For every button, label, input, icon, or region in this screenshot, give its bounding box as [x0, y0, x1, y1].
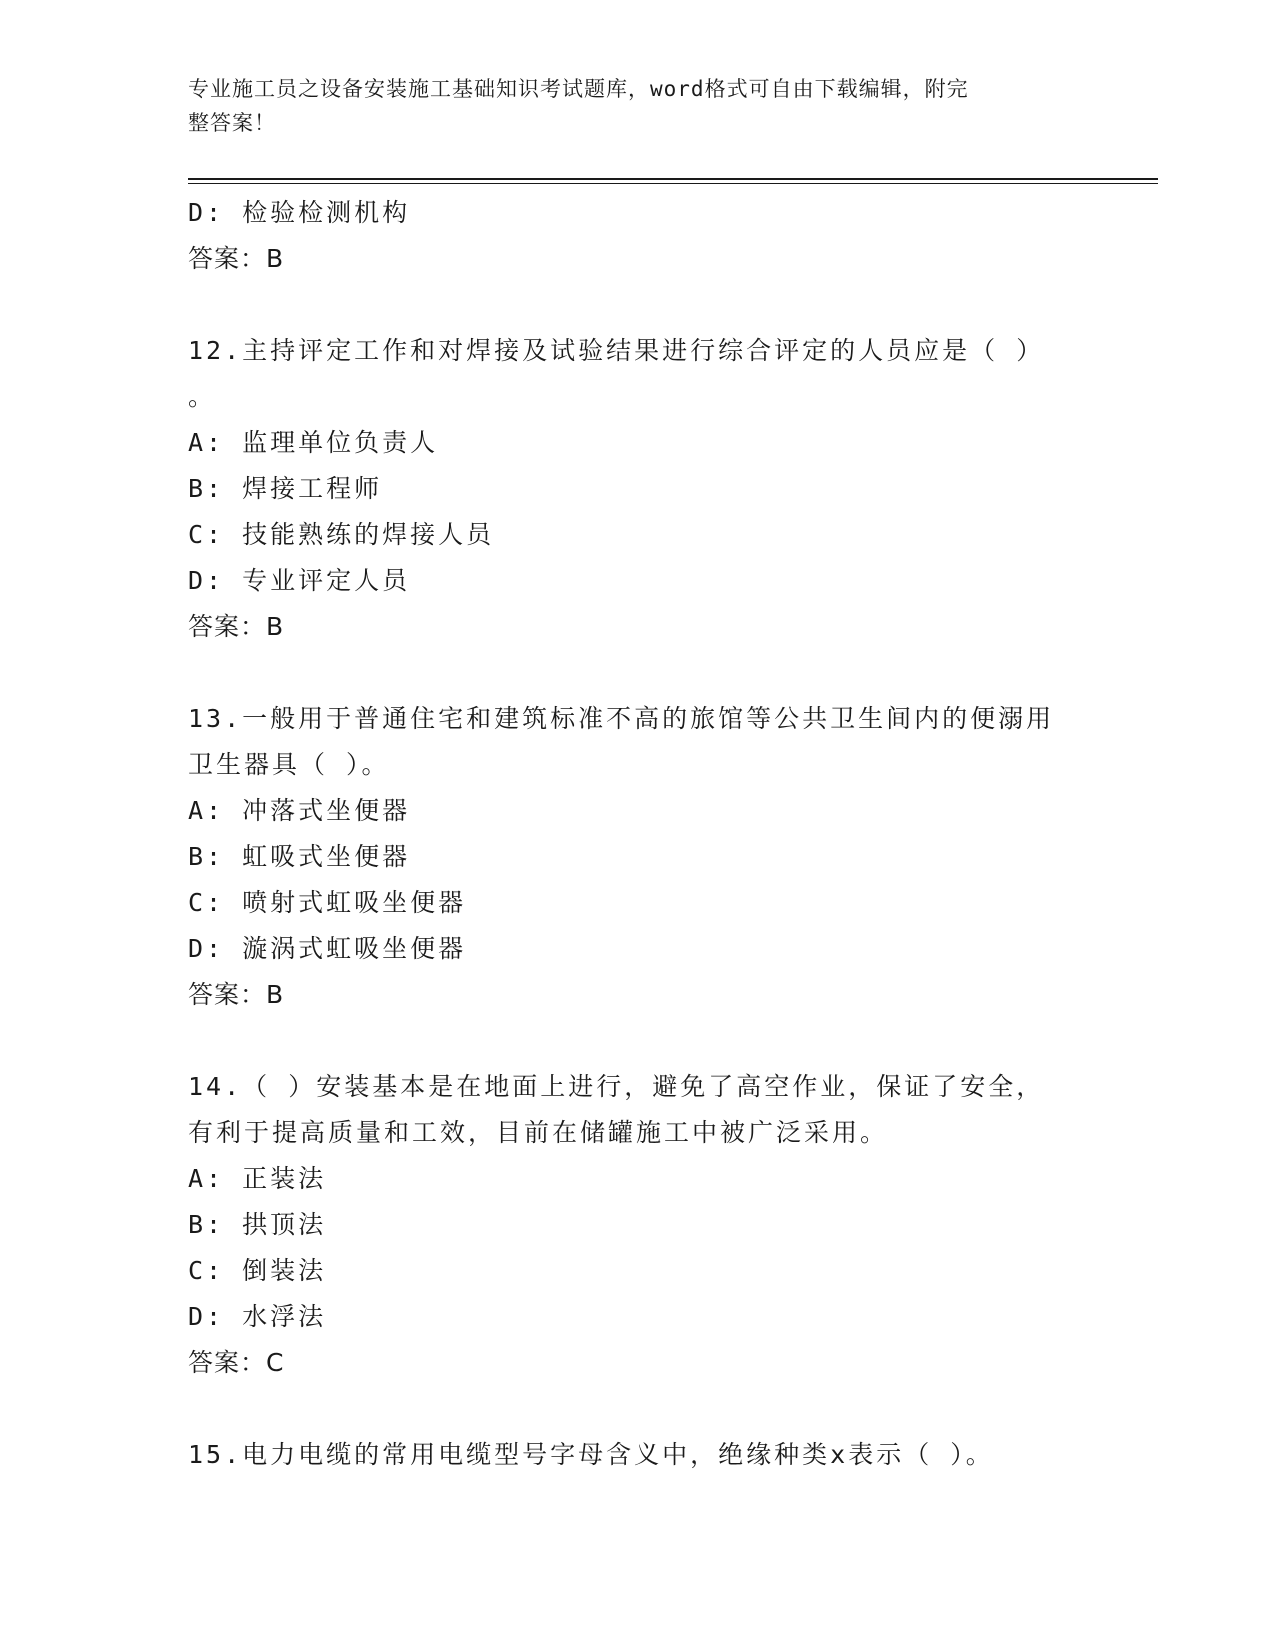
- header-divider-thin: [188, 183, 1158, 184]
- document-page: [188, 0, 1158, 1650]
- option-c: C: 技能熟练的焊接人员: [188, 520, 495, 549]
- answer: 答案：B: [188, 980, 285, 1009]
- question-stem-line-2: 卫生器具（ ）。: [188, 750, 390, 779]
- question-12: [188, 328, 1158, 650]
- option-b: B: 拱顶法: [188, 1210, 327, 1239]
- spacer: [188, 1386, 1158, 1432]
- question-11: [188, 190, 1158, 282]
- question-stem-line-2: 有利于提高质量和工效，目前在储罐施工中被广泛采用。: [188, 1118, 889, 1147]
- option-c: C: 喷射式虹吸坐便器: [188, 888, 467, 917]
- question-stem-line-1: 15.电力电缆的常用电缆型号字母含义中，绝缘种类x表示（ ）。: [188, 1440, 994, 1469]
- header-divider-thick: [188, 178, 1158, 180]
- question-stem-line-2: 。: [188, 382, 217, 411]
- option-a: A: 正装法: [188, 1164, 327, 1193]
- header-line-1: 专业施工员之设备安装施工基础知识考试题库，word格式可自由下载编辑，附完: [188, 77, 969, 101]
- option-a: A: 监理单位负责人: [188, 428, 439, 457]
- spacer: [188, 650, 1158, 696]
- question-stem-line-1: 14.（ ）安装基本是在地面上进行，避免了高空作业，保证了安全，: [188, 1072, 1045, 1101]
- question-13: [188, 696, 1158, 1018]
- answer: 答案：B: [188, 244, 285, 273]
- spacer: [188, 282, 1158, 328]
- option-b: B: 焊接工程师: [188, 474, 383, 503]
- option-d: D: 漩涡式虹吸坐便器: [188, 934, 467, 963]
- option-d: D: 专业评定人员: [188, 566, 411, 595]
- answer: 答案：C: [188, 1348, 285, 1377]
- question-14: [188, 1064, 1158, 1386]
- question-15: [188, 1432, 1158, 1478]
- option-d: D: 水浮法: [188, 1302, 327, 1331]
- question-stem-line-1: 13.一般用于普通住宅和建筑标准不高的旅馆等公共卫生间内的便溺用: [188, 704, 1055, 733]
- option-a: A: 冲落式坐便器: [188, 796, 411, 825]
- option-b: B: 虹吸式坐便器: [188, 842, 411, 871]
- answer: 答案：B: [188, 612, 285, 641]
- document-header: [188, 72, 1088, 140]
- question-list: [188, 190, 1158, 1478]
- header-line-2: 整答案！: [188, 111, 276, 135]
- option-c: C: 倒装法: [188, 1256, 327, 1285]
- option-d: D: 检验检测机构: [188, 198, 411, 227]
- question-stem-line-1: 12.主持评定工作和对焊接及试验结果进行综合评定的人员应是（ ）: [188, 336, 1045, 365]
- spacer: [188, 1018, 1158, 1064]
